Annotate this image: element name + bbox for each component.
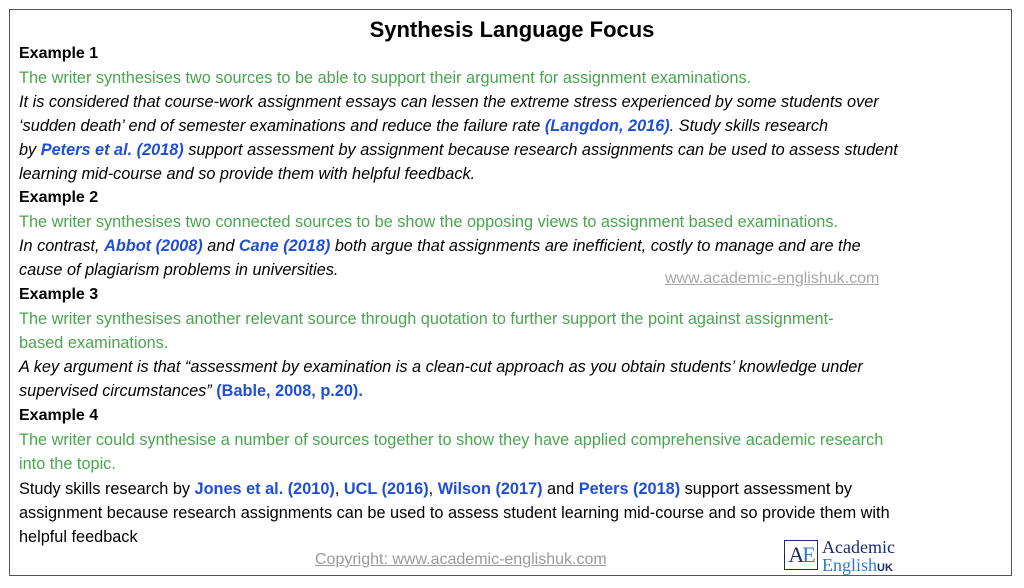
example-4-body-line-1 xyxy=(19,478,852,500)
body-text: and xyxy=(202,237,239,255)
logo-mark-a: A xyxy=(788,542,803,567)
citation-langdon: (Langdon, 2016) xyxy=(544,117,670,135)
body-text: by xyxy=(19,141,41,159)
citation-peters-et-al: Peters et al. (2018) xyxy=(40,141,184,159)
citation-abbot: Abbot (2008) xyxy=(104,237,203,255)
example-2-body-line-1 xyxy=(19,235,861,257)
example-3-heading: Example 3 xyxy=(19,286,99,303)
citation-wilson: Wilson (2017) xyxy=(437,480,543,498)
separator: and xyxy=(542,480,579,498)
example-3-description-line-2: based examinations. xyxy=(19,334,169,352)
example-4-description-line-1: The writer could synthesise a number of sources together to show they have applied comprehensive academic research xyxy=(19,431,884,449)
example-1-heading: Example 1 xyxy=(19,45,99,62)
body-text: support assessment by xyxy=(680,480,853,498)
example-1-body-line-1: It is considered that course-work assignment essays can lessen the extreme stress experienced by some students over xyxy=(19,93,879,111)
example-1-body-line-3 xyxy=(19,139,898,161)
citation-peters: Peters (2018) xyxy=(578,480,681,498)
copyright-link[interactable]: Copyright: www.academic-englishuk.com xyxy=(315,551,607,568)
body-text: both argue that assignments are inefficient, costly to manage and are the xyxy=(330,237,861,255)
example-4-body-line-2: assignment because research assignments can be used to assess student learning mid-course and so provide them with xyxy=(19,504,890,522)
example-3-body-line-1: A key argument is that “assessment by examination is a clean-cut approach as you obtain students’ knowledge under xyxy=(19,358,863,376)
logo-text-academic: Academic xyxy=(822,537,895,557)
citation-bable: (Bable, 2008, p.20). xyxy=(216,382,363,400)
logo-text-english xyxy=(822,555,893,578)
logo-mark-icon xyxy=(784,540,818,570)
example-4-heading: Example 4 xyxy=(19,407,99,424)
body-text: In contrast, xyxy=(19,237,105,255)
logo-uk: UK xyxy=(877,562,893,574)
example-1-body-line-2 xyxy=(19,115,828,137)
example-4-body-line-3: helpful feedback xyxy=(19,528,138,546)
separator: , xyxy=(428,480,438,498)
citation-jones-et-al: Jones et al. (2010) xyxy=(194,480,335,498)
logo-mark-e: E xyxy=(802,542,814,567)
body-text: ‘sudden death’ end of semester examinations and reduce the failure rate xyxy=(19,117,545,135)
example-2-heading: Example 2 xyxy=(19,189,99,206)
body-text: support assessment by assignment because research assignments can be used to assess student xyxy=(183,141,898,159)
example-4-description-line-2: into the topic. xyxy=(19,455,116,473)
citation-ucl: UCL (2016) xyxy=(343,480,429,498)
body-text: supervised circumstances” xyxy=(19,382,217,400)
watermark-link[interactable]: www.academic-englishuk.com xyxy=(665,270,880,287)
logo-english: English xyxy=(822,555,878,575)
example-2-description: The writer synthesises two connected sources to be show the opposing views to assignment based examinations. xyxy=(19,213,839,231)
example-1-description: The writer synthesises two sources to be able to support their argument for assignment examinations. xyxy=(19,69,752,87)
example-3-body-line-2 xyxy=(19,380,363,402)
example-1-body-line-4: learning mid-course and so provide them with helpful feedback. xyxy=(19,165,476,183)
citation-cane: Cane (2018) xyxy=(238,237,331,255)
example-2-body-line-2: cause of plagiarism problems in universities. xyxy=(19,261,339,279)
body-text: . Study skills research xyxy=(669,117,829,135)
example-3-description-line-1: The writer synthesises another relevant source through quotation to further support the point against assignment- xyxy=(19,310,834,328)
page-title: Synthesis Language Focus xyxy=(369,17,655,42)
body-text: Study skills research by xyxy=(19,480,195,498)
academic-english-uk-logo xyxy=(784,538,934,574)
separator: , xyxy=(334,480,344,498)
